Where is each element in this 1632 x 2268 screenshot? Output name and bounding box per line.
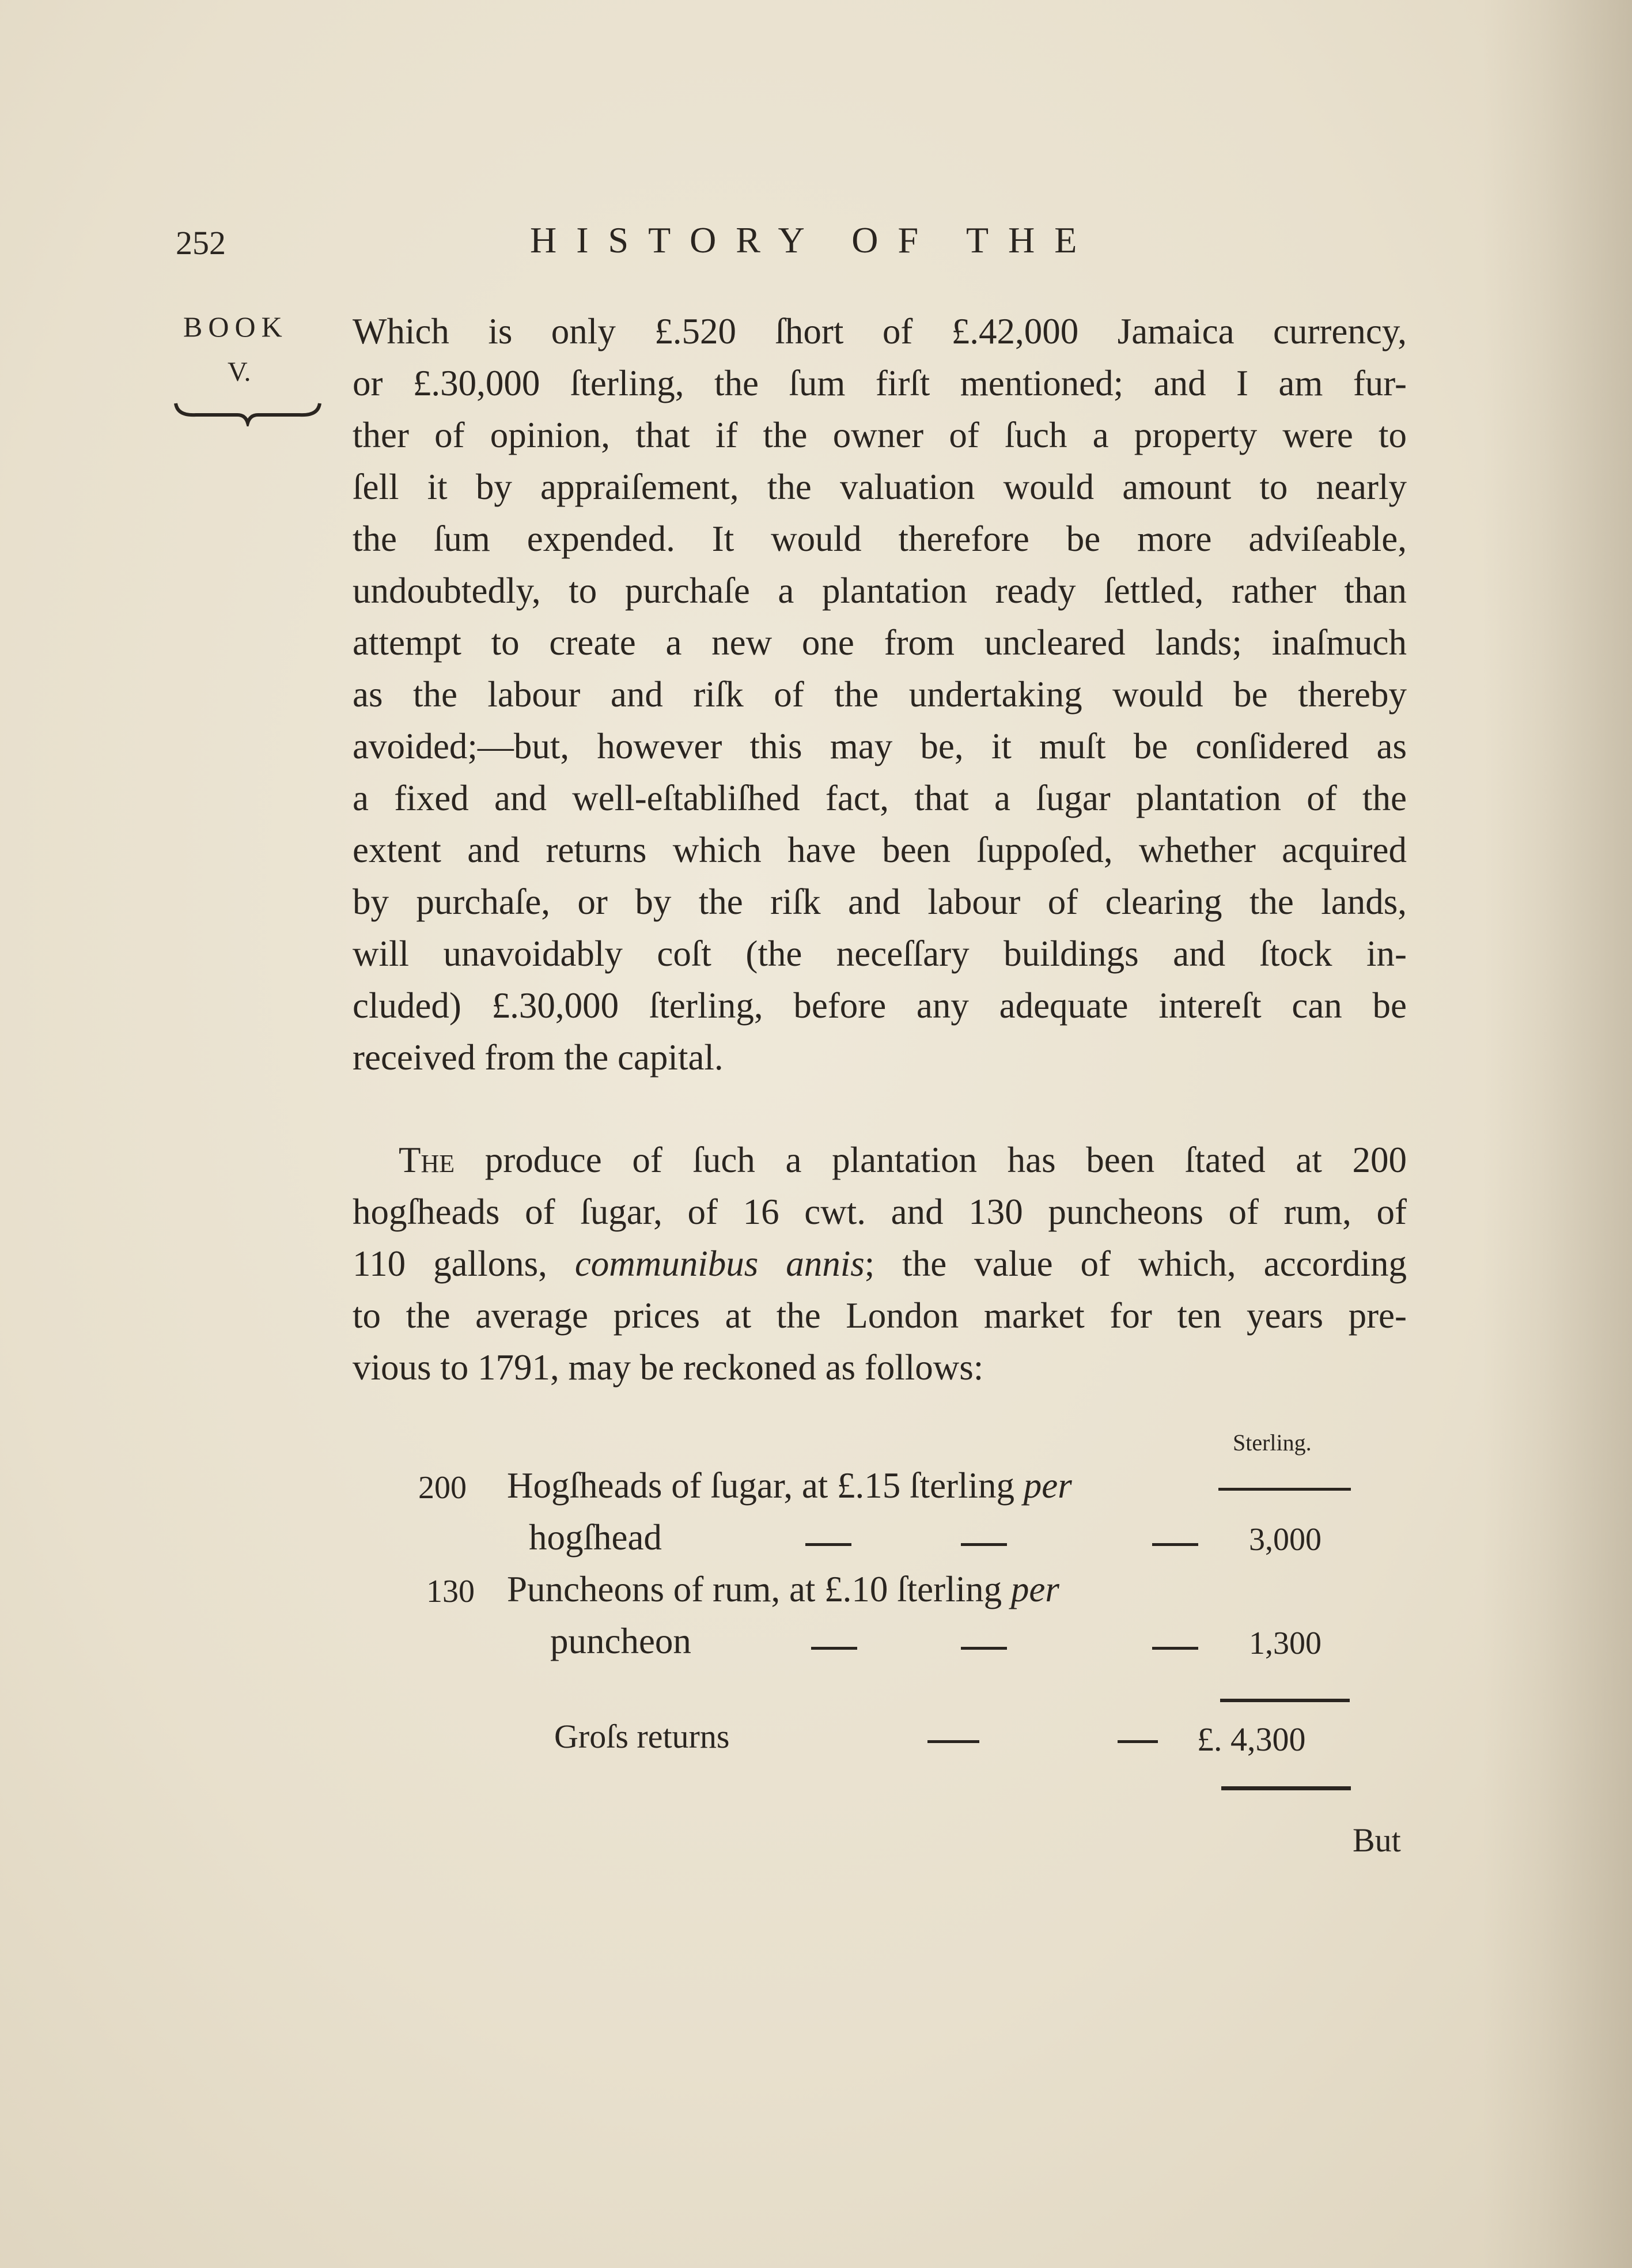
text-line: ſell it by appraiſement, the valuation would amount to nearly — [353, 467, 1407, 507]
text-line: extent and returns which have been ſuppoſed, whether acquired — [353, 830, 1407, 870]
text-line: avoided;—but, however this may be, it muſt be conſidered as — [353, 726, 1407, 766]
row-qty: 130 — [426, 1574, 475, 1609]
leader-dash — [1152, 1647, 1198, 1650]
row-desc-text: Hogſheads of ſugar, at £.15 ſterling — [507, 1465, 1015, 1506]
text-line: vious to 1791, may be reckoned as follows: — [353, 1347, 984, 1388]
drop-word: The — [399, 1140, 455, 1180]
page-gutter-shadow — [1482, 0, 1632, 2268]
row-amount: 3,000 — [1249, 1522, 1321, 1558]
leader-dash — [961, 1543, 1007, 1546]
text-line — [353, 1238, 1407, 1290]
text-line: ther of opinion, that if the owner of ſuch a property were to — [353, 415, 1407, 455]
total-amount: £. 4,300 — [1197, 1721, 1306, 1758]
leader-dash — [1152, 1543, 1198, 1546]
text-line: the ſum expended. It would therefore be more adviſeable, — [353, 519, 1407, 559]
row-unit: puncheon — [550, 1621, 691, 1661]
text-line: Which is only £.520 ſhort of £.42,000 Jamaica currency, — [353, 311, 1407, 351]
leader-dash — [927, 1740, 979, 1743]
per-italic: per — [1023, 1465, 1072, 1506]
text-line: received from the capital. — [353, 1037, 724, 1078]
row-description — [507, 1465, 1072, 1507]
paragraph-2 — [353, 1134, 1407, 1393]
leader-dash — [961, 1647, 1007, 1650]
row-desc-text: Puncheons of rum, at £.10 ſterling — [507, 1569, 1002, 1609]
text-line: to the average prices at the London market for ten years pre- — [353, 1295, 1407, 1336]
text-line: by purchaſe, or by the riſk and labour of clearing the lands, — [353, 882, 1407, 922]
row-unit: hogſhead — [529, 1517, 662, 1558]
text-fragment: ; the value of which, according — [864, 1243, 1407, 1284]
total-label: Groſs returns — [554, 1718, 730, 1755]
text-line: will unavoidably coſt (the neceſſary buildings and ſtock in- — [353, 933, 1407, 974]
text-line: cluded) £.30,000 ſterling, before any adequate intereſt can be — [353, 985, 1407, 1026]
leader-dash — [811, 1647, 857, 1650]
catchword: But — [1353, 1821, 1401, 1859]
text-line: as the labour and riſk of the undertaking would be thereby — [353, 674, 1407, 715]
per-italic: per — [1010, 1569, 1059, 1609]
sum-rule — [1220, 1699, 1350, 1702]
text-line: a fixed and well-eſtabliſhed fact, that a ſugar plantation of the — [353, 778, 1407, 818]
leader-dash — [1218, 1488, 1351, 1491]
row-qty: 200 — [418, 1470, 467, 1506]
row-amount: 1,300 — [1249, 1626, 1321, 1661]
text-line: or £.30,000 ſterling, the ſum firſt mentioned; and I am fur- — [353, 363, 1407, 403]
text-line: hogſheads of ſugar, of 16 cwt. and 130 puncheons of rum, of — [353, 1192, 1407, 1232]
text-line — [353, 1134, 1407, 1186]
paragraph-1 — [353, 305, 1407, 1083]
total-rule — [1221, 1786, 1351, 1790]
margin-brace-ornament — [173, 398, 323, 426]
row-description — [507, 1568, 1059, 1611]
running-head: HISTORY OF THE — [530, 220, 1097, 260]
italic-phrase: communibus annis — [574, 1243, 865, 1284]
column-header-sterling: Sterling. — [1233, 1430, 1312, 1456]
text-fragment: produce of ſuch a plantation has been ſtated at 200 — [484, 1140, 1407, 1180]
margin-book-number: V. — [228, 357, 251, 387]
margin-book-label: BOOK — [183, 311, 288, 343]
text-fragment: 110 gallons, — [353, 1243, 547, 1284]
text-line: undoubtedly, to purchaſe a plantation ready ſettled, rather than — [353, 570, 1407, 611]
leader-dash — [1118, 1740, 1158, 1743]
text-line: attempt to create a new one from uncleared lands; inaſmuch — [353, 622, 1407, 663]
leader-dash — [805, 1543, 851, 1546]
page-number: 252 — [176, 224, 226, 262]
